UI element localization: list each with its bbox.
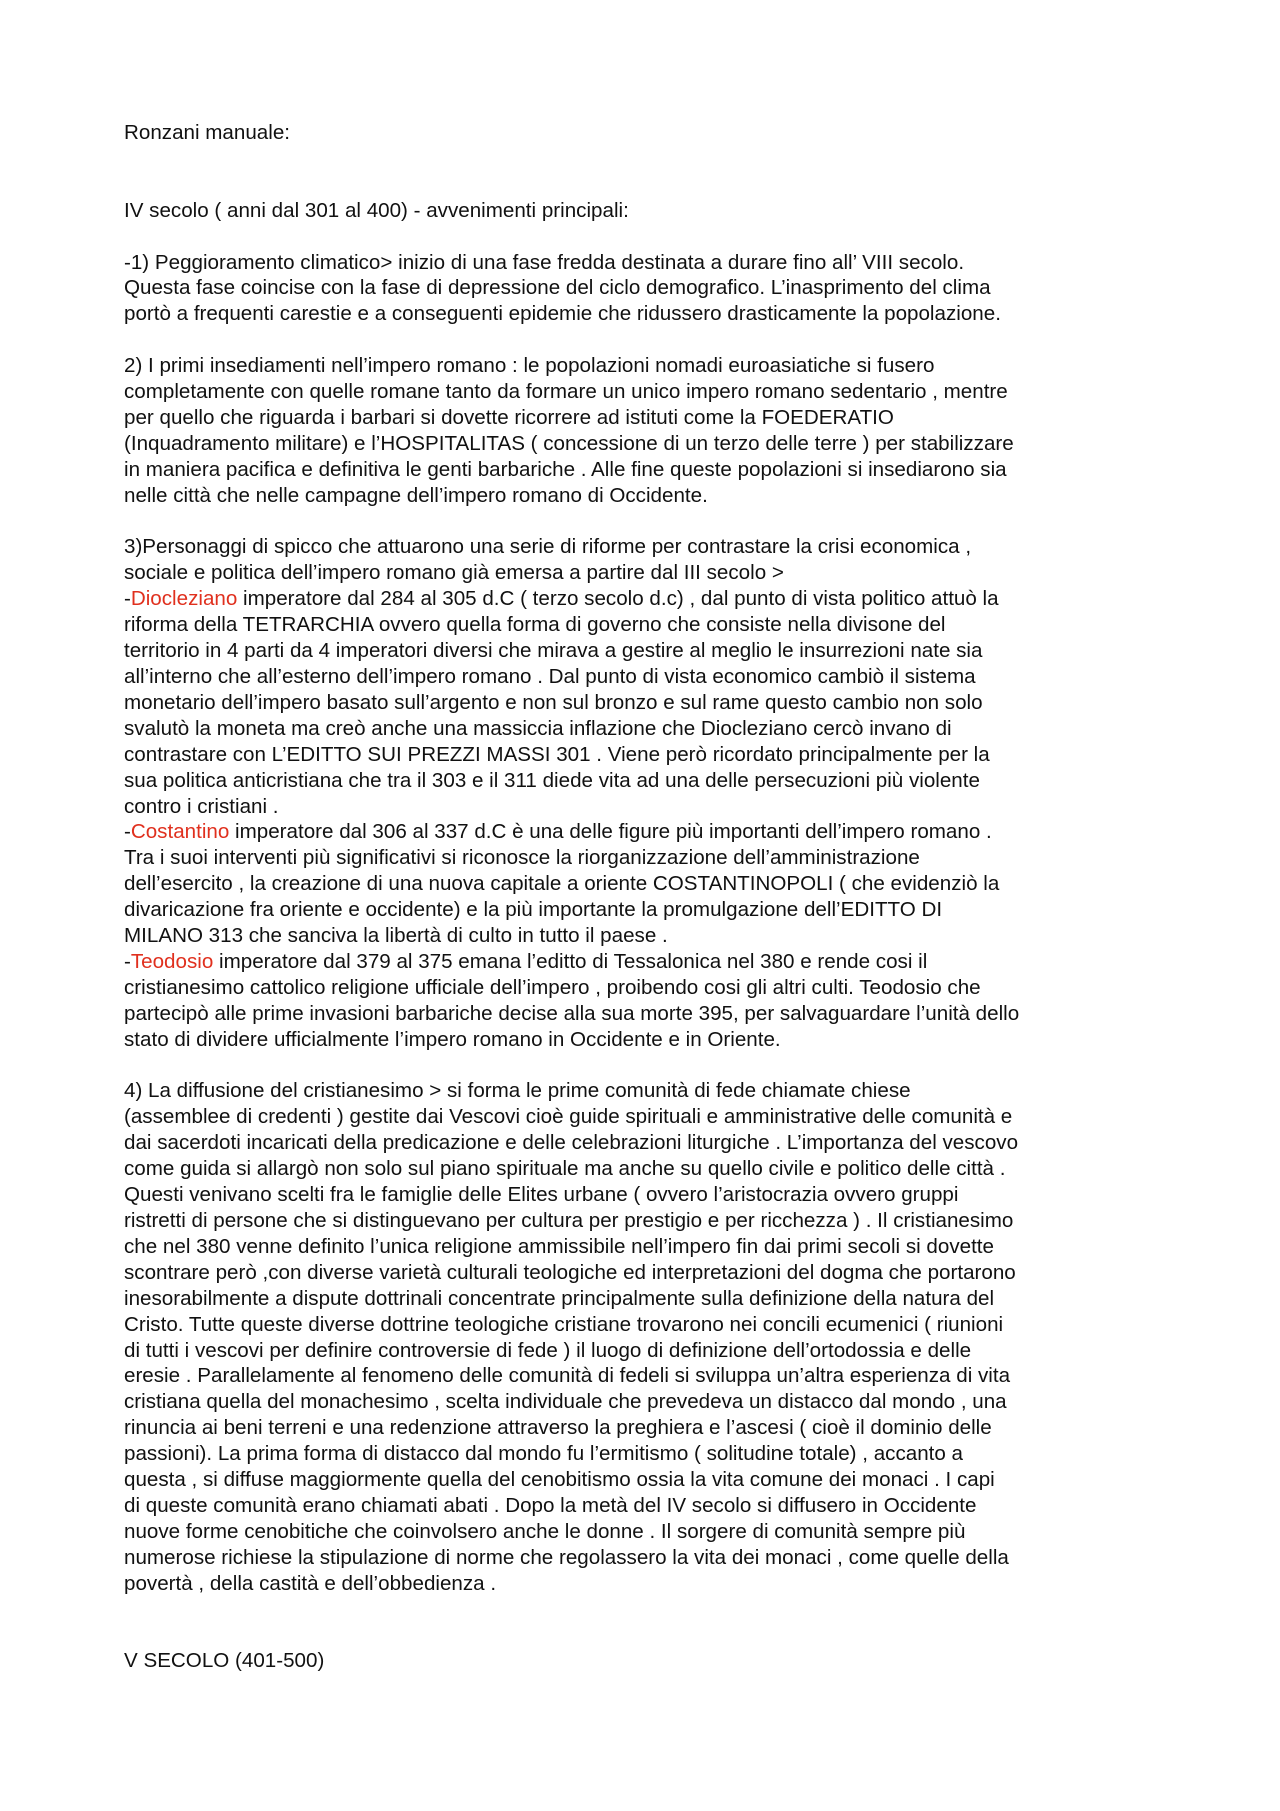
century-heading-v: V SECOLO (401-500) [124,1649,325,1673]
section-1-climate [124,250,1184,328]
section-4-christianity [124,1078,1184,1596]
emperor-name-teodosio: Teodosio [130,949,214,973]
text-line: divaricazione fra oriente e occidente) e la più importante la promulgazione dell’EDITTO DI [124,898,943,922]
text-line: MILANO 313 che sanciva la libertà di culto in tutto il paese . [124,924,668,948]
document-page [124,120,1184,1674]
spacer [124,327,1184,353]
text-line: di tutti i vescovi per definire controversie di fede ) il luogo di definizione dell’ortodossia e delle [124,1338,972,1362]
text-line: sua politica anticristiana che tra il 303 e il 311 diede vita ad una delle persecuzioni più violente [124,768,980,792]
text-line: come guida si allargò non solo sul piano spirituale ma anche su quello civile e politico delle città . [124,1157,1006,1181]
text-line: contrastare con L’EDITTO SUI PREZZI MASSI 301 . Viene però ricordato principalmente per la [124,742,990,766]
entry-dash: - [124,820,131,844]
entry-text: imperatore dal 379 al 375 emana l’editto di Tessalonica nel 380 e rende cosi il [213,949,928,973]
text-line: Tra i suoi interventi più significativi si riconosce la riorganizzazione dell’amministrazione [124,846,920,870]
text-line: portò a frequenti carestie e a conseguenti epidemie che ridussero drasticamente la popolazione. [124,302,1001,326]
century-heading-iv: IV secolo ( anni dal 301 al 400) - avvenimenti principali: [124,198,629,222]
text-line: eresie . Parallelamente al fenomeno delle comunità di fedeli si sviluppa un’altra esperienza di vita [124,1364,1011,1388]
spacer [124,1597,1184,1649]
section-3-figures [124,534,1184,1052]
text-line: Cristo. Tutte queste diverse dottrine teologiche cristiane trovarono nei concili ecumenici ( riunioni [124,1312,1004,1336]
document-title: Ronzani manuale: [124,121,290,144]
text-line: Questi venivano scelti fra le famiglie delle Elites urbane ( ovvero l’aristocrazia ovvero gruppi [124,1183,959,1207]
entry-text: imperatore dal 306 al 337 d.C è una delle figure più importanti dell’impero romano . [229,820,992,844]
text-line: cristiana quella del monachesimo , scelta individuale che prevedeva un distacco dal mondo , una [124,1390,1007,1414]
text-line: (assemblee di credenti ) gestite dai Vescovi cioè guide spirituali e amministrative delle comunità e [124,1105,1013,1129]
entry-text: imperatore dal 284 al 305 d.C ( terzo secolo d.c) , dal punto di vista politico attuò la [237,587,999,611]
text-line: di queste comunità erano chiamati abati . Dopo la metà del IV secolo si diffusero in Occidente [124,1493,977,1517]
spacer [124,146,1184,198]
text-line: sociale e politica dell’impero romano già emersa a partire dal III secolo > [124,561,784,585]
emperor-name-costantino: Costantino [130,820,230,844]
text-line: scontrare però ,con diverse varietà culturali teologiche ed interpretazioni del dogma che portarono [124,1260,1016,1284]
text-line: per quello che riguarda i barbari si dovette ricorrere ad istituti come la FOEDERATIO [124,405,894,429]
emperor-name-diocleziano: Diocleziano [130,587,238,611]
text-line: numerose richiese la stipulazione di norme che regolassero la vita dei monaci , come quelle della [124,1545,1009,1569]
text-line: ristretti di persone che si distinguevano per cultura per prestigio e per ricchezza ) . Il cristianesimo [124,1208,1014,1232]
text-line: 3)Personaggi di spicco che attuarono una serie di riforme per contrastare la crisi economica , [124,535,972,559]
spacer [124,509,1184,535]
text-line: questa , si diffuse maggiormente quella del cenobitismo ossia la vita comune dei monaci . I capi [124,1468,995,1492]
text-line: passioni). La prima forma di distacco dal mondo fu l’ermitismo ( solitudine totale) , accanto a [124,1442,964,1466]
text-line: che nel 380 venne definito l’unica religione ammissibile nell’impero fin dai primi secoli si dovette [124,1234,994,1258]
text-line: nelle città che nelle campagne dell’impero romano di Occidente. [124,483,708,507]
text-line: rinuncia ai beni terreni e una redenzione attraverso la preghiera e l’ascesi ( cioè il dominio delle [124,1416,992,1440]
text-line: Questa fase coincise con la fase di depressione del ciclo demografico. L’inasprimento del clima [124,276,991,300]
text-line: riforma della TETRARCHIA ovvero quella forma di governo che consiste nella divisone del [124,613,946,637]
text-line: cristianesimo cattolico religione ufficiale dell’impero , proibendo cosi gli altri culti. Teodosio che [124,975,981,999]
text-line: 4) La diffusione del cristianesimo > si forma le prime comunità di fede chiamate chiese [124,1079,911,1103]
text-line: inesorabilmente a dispute dottrinali concentrate principalmente sulla definizione della natura del [124,1286,995,1310]
text-line: completamente con quelle romane tanto da formare un unico impero romano sedentario , mentre [124,380,1008,404]
entry-costantino [124,819,1184,949]
text-line: -1) Peggioramento climatico> inizio di una fase fredda destinata a durare fino all’ VIII secolo. [124,250,965,274]
text-line: in maniera pacifica e definitiva le genti barbariche . Alle fine queste popolazioni si insediarono sia [124,457,1007,481]
text-line: povertà , della castità e dell’obbedienza . [124,1571,497,1595]
text-line: svalutò la moneta ma creò anche una massiccia inflazione che Diocleziano cercò invano di [124,716,952,740]
text-line: monetario dell’impero basato sull’argento e non sul bronzo e sul rame questo cambio non solo [124,690,983,714]
text-line: partecipò alle prime invasioni barbariche decise alla sua morte 395, per salvaguardare l’unità dello [124,1001,1020,1025]
text-line: stato di dividere ufficialmente l’impero romano in Occidente e in Oriente. [124,1027,781,1051]
spacer [124,224,1184,250]
text-line: nuove forme cenobitiche che coinvolsero anche le donne . Il sorgere di comunità sempre più [124,1519,966,1543]
spacer [124,1053,1184,1079]
entry-first-line [124,586,1184,612]
entry-teodosio [124,949,1184,1053]
text-line: dell’esercito , la creazione di una nuova capitale a oriente COSTANTINOPOLI ( che evidenziò la [124,872,1000,896]
section-2-settlements [124,353,1184,508]
text-line: contro i cristiani . [124,794,279,818]
entry-diocleziano [124,586,1184,819]
entry-first-line [124,819,1184,845]
text-line: (Inquadramento militare) e l’HOSPITALITAS ( concessione di un terzo delle terre ) per stabilizzare [124,431,1014,455]
text-line: dai sacerdoti incaricati della predicazione e delle celebrazioni liturgiche . L’importanza del vescovo [124,1131,1019,1155]
text-line: all’interno che all’esterno dell’impero romano . Dal punto di vista economico cambiò il sistema [124,664,976,688]
text-line: 2) I primi insediamenti nell’impero romano : le popolazioni nomadi euroasiatiche si fusero [124,354,935,378]
entry-first-line [124,949,1184,975]
entry-dash: - [124,587,131,611]
entry-dash: - [124,949,131,973]
text-line: territorio in 4 parti da 4 imperatori diversi che mirava a gestire al meglio le insurrezioni nate sia [124,639,983,663]
